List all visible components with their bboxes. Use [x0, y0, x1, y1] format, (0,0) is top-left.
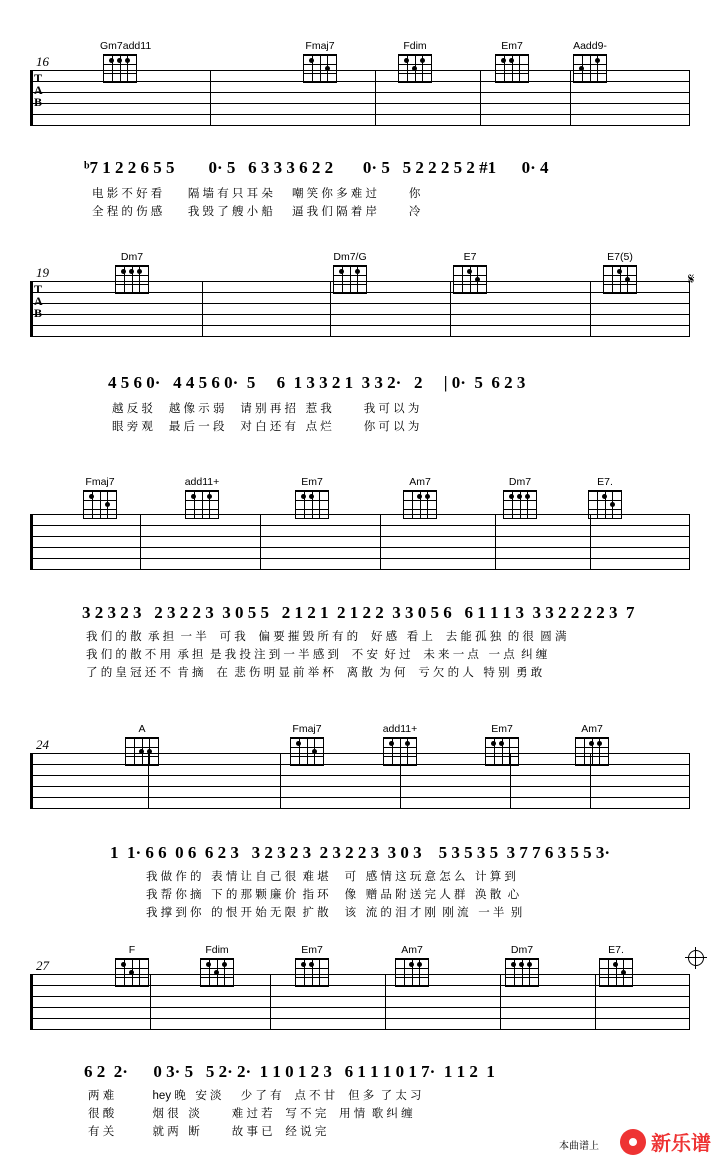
chord-diagram: Am7 [392, 944, 432, 987]
lyric-line: 我 们 的 散 不 用 承 担 是 我 投 注 到 一 半 感 到 不 安 好 过 未 来 一 点 一 点 纠 缠 [86, 649, 548, 661]
segno-sign: 𝄋 [688, 272, 695, 288]
chord-diagram: E7(5) [600, 251, 640, 294]
lyric-line: 两 难 hey 晚 安 淡 少 了 有 点 不 甘 但 多 了 太 习 [88, 1090, 422, 1102]
tab-clef: T A B [34, 71, 43, 109]
lyric-line: 很 酸 烟 很 淡 难 过 若 写 不 完 用 情 歌 纠 缠 [88, 1108, 413, 1120]
chord-diagram: Fmaj7 [300, 40, 340, 83]
numbered-notation: 1 1· 6 6 0 6 6 2 3 3 2 3 2 3 2 3 2 2 3 3 0 3 5 3 5 3 5 3 7 7 6 3 5 5 3· [110, 843, 611, 862]
footnote-text: 本曲谱上 [559, 1141, 599, 1152]
chord-diagram: Dm7 [112, 251, 152, 294]
measure-number: 24 [36, 737, 49, 752]
site-logo [620, 1127, 711, 1156]
tab-staff [30, 514, 690, 572]
chord-diagram: Em7 [292, 476, 332, 519]
tab-clef: T A B [34, 282, 43, 320]
lyric-line: 眼 旁 观 最 后 一 段 对 白 还 有 点 烂 你 可 以 为 [112, 421, 420, 433]
chord-diagram: Fmaj7 [80, 476, 120, 519]
chord-diagram: Dm7 [500, 476, 540, 519]
coda-sign [688, 950, 704, 966]
chord-diagram: Dm7 [502, 944, 542, 987]
chord-diagram: Aadd9- [570, 40, 610, 83]
lyric-line: 我 做 作 的 表 情 让 自 己 很 难 堪 可 感 情 这 玩 意 怎 么 计 算 到 [114, 871, 516, 883]
chord-diagram: add11+ [182, 476, 222, 519]
chord-diagram: add11+ [380, 723, 420, 766]
lyric-line: 越 反 驳 越 像 示 弱 请 别 再 招 惹 我 我 可 以 为 [112, 403, 420, 415]
lyric-line: 我 撑 到 你 的 恨 开 始 无 限 扩 散 该 流 的 泪 才 刚 刚 流 一 半 别 [114, 907, 523, 919]
chord-diagram: Dm7/G [330, 251, 370, 294]
chord-diagram: F [112, 944, 152, 987]
vinyl-record-icon [620, 1129, 646, 1155]
chord-diagram: E7 [450, 251, 490, 294]
logo-text: 新乐谱 [651, 1133, 711, 1155]
chord-diagram: Em7 [482, 723, 522, 766]
measure-number: 16 [36, 54, 49, 69]
chord-diagram: E7. [596, 944, 636, 987]
chord-diagram: Em7 [492, 40, 532, 83]
numbered-notation: ᵇ7 1 2 2 6 5 5 0· 5 6 3 3 3 6 2 2 0· 5 5 2 2 2 5 2 #1 0· 4 [84, 158, 549, 177]
chord-diagram: Fdim [197, 944, 237, 987]
numbered-notation: 3 2 3 2 3 2 3 2 2 3 3 0 5 5 2 1 2 1 2 1 2 2 3 3 0 5 6 6 1 1 1 3 3 3 2 2 2 2 3 7 [82, 603, 635, 622]
lyric-line: 我 们 的 散 承 担 一 半 可 我 偏 要 摧 毁 所 有 的 好 感 看 上 去 能 孤 独 的 很 圆 满 [86, 631, 567, 643]
chord-diagram: Fmaj7 [287, 723, 327, 766]
lyric-line: 了 的 皇 冠 还 不 肯 摘 在 悲 伤 明 显 前 举 杯 离 散 为 何 亏 欠 的 人 特 别 勇 敢 [86, 667, 543, 679]
measure-number: 19 [36, 265, 49, 280]
chord-diagram: Fdim [395, 40, 435, 83]
lyric-line: 有 关 就 两 断 故 事 已 经 说 完 [88, 1126, 327, 1138]
lyric-line: 电 影 不 好 看 隔 墙 有 只 耳 朵 嘲 笑 你 多 难 过 你 [92, 188, 421, 200]
chord-diagram: A [122, 723, 162, 766]
lyric-line: 全 程 的 伤 感 我 毁 了 艘 小 船 逼 我 们 隔 着 岸 冷 [92, 206, 421, 218]
lyric-line: 我 帮 你 摘 下 的 那 颗 廉 价 指 环 像 赠 品 附 送 完 人 群 涣 散 心 [114, 889, 520, 901]
chord-diagram: Am7 [572, 723, 612, 766]
numbered-notation: 6 2 2· 0 3· 5 5 2· 2· 1 1 0 1 2 3 6 1 1 1 0 1 7· 1 1 2 1 [84, 1062, 495, 1081]
numbered-notation: 4 5 6 0· 4 4 5 6 0· 5 6 1 3 3 2 1 3 3 2· 2 | 0· 5 6 2 3 [108, 373, 526, 392]
measure-number: 27 [36, 958, 49, 973]
chord-diagram: Gm7add11 [100, 40, 140, 83]
chord-diagram: Am7 [400, 476, 440, 519]
chord-diagram: E7. [585, 476, 625, 519]
chord-diagram: Em7 [292, 944, 332, 987]
